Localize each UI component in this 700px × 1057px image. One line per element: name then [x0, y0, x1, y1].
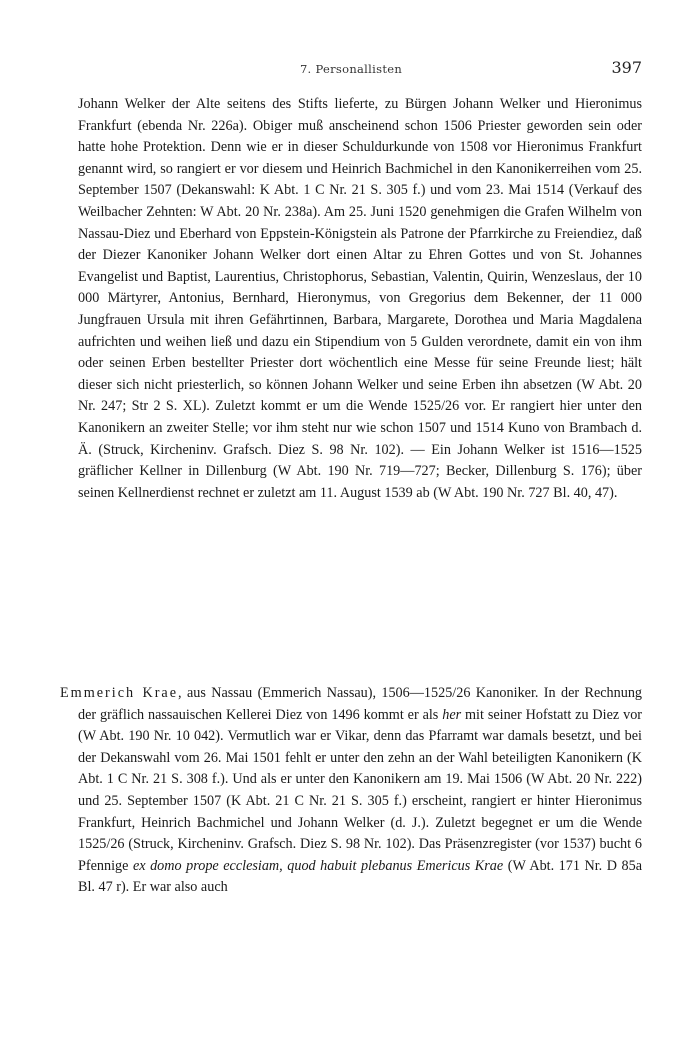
page-header — [60, 58, 642, 82]
running-head: 7. Personallisten — [299, 62, 403, 76]
entry-text-part-2: mit seiner Hofstatt zu Diez vor (W Abt. 190 Nr. 10 042). Vermutlich war er Vikar, denn das Pfarramt war damals besetzt, und bei der Dekanswahl vom 26. Mai 1501 fehlt er unter den zehn an der Wahl beteiligten Kanonikern (K Abt. 1 C Nr. 21 S. 308 f.). Und als er unter den Kanonikern am 19. Mai 1506 (W Abt. 20 Nr. 222) und 25. September 1507 (K Abt. 21 C Nr. 21 S. 305 f.) erscheint, rangiert er hinter Hieronimus Frankfurt, Heinrich Bachmichel und Johann Welker (d. J.). Zuletzt begegnet er um die Wende 1525/26 (Struck, Kircheninv. Grafsch. Diez S. 98 Nr. 102). Das Präsenzregister (vor 1537) bucht 6 Pfennige — [78, 706, 643, 874]
entry-continuation-johann-welker — [78, 94, 642, 504]
entry-italic-quote-2: ex domo prope ecclesiam, quod habuit plebanus Emericus Krae — [132, 857, 504, 874]
page-number: 397 — [611, 58, 642, 77]
entry-head-name: Emmerich Krae — [60, 685, 179, 701]
entry-text: Johann Welker der Alte seitens des Stifts lieferte, zu Bürgen Johann Welker und Hieronimus Frankfurt (ebenda Nr. 226a). Obiger muß anscheinend schon 1506 Priester geworden sein oder hatte hohe Protektion. Denn wie er in dieser Schuldurkunde von 1508 vor Hieronimus Frankfurt genannt wird, so rangiert er vor diesem und Heinrich Bachmichel in den Kanonikerreihen vom 25. September 1507 (Dekanswahl: K Abt. 1 C Nr. 21 S. 305 f.) und vom 23. Mai 1514 (Verkauf des Weilbacher Zehnten: W Abt. 20 Nr. 238a). Am 25. Juni 1520 genehmigen die Grafen Wilhelm von Nassau-Diez und Eberhard von Eppstein-Königstein als Patrone der Pfarrkirche zu Freiendiez, daß der Diezer Kanoniker Johann Welker dort einen Altar zu Ehren Gottes und von St. Johannes Evangelist und Baptist, Laurentius, Christophorus, Sebastian, Valentin, Quirin, Wenzeslaus, der 10 000 Märtyrer, Antonius, Bernhard, Hieronymus, von Gregorius dem Bekenner, der 11 000 Jungfrauen Ursula mit ihren Gefährtinnen, Barbara, Margarete, Dorothea und Maria Magdalena aufrichten und weihen ließ und dazu ein Stipendium von 5 Gulden verordnete, damit ein von ihm oder seinen Erben bestellter Priester dort wöchentlich eine Messe für seine Freunde liest; hält dieser sich nicht priesterlich, so können Johann Welker und seine Erben ihn absetzen (W Abt. 20 Nr. 247; Str 2 S. XL). Zuletzt kommt er um die Wende 1525/26 vor. Er rangiert hier unter den Kanonikern an zweiter Stelle; vor ihm steht nur wie schon 1507 und 1514 Kuno von Brambach d. Ä. (Struck, Kircheninv. Grafsch. Diez S. 98 Nr. 102). — Ein Johann Welker ist 1516—1525 gräflicher Kellner in Dillenburg (W Abt. 190 Nr. 719—727; Becker, Dillenburg S. 176); über seinen Kellnerdienst rechnet er zuletzt am 11. August 1539 ab (W Abt. 190 Nr. 727 Bl. 40, 47). — [78, 96, 642, 501]
entry-paragraph — [60, 683, 642, 899]
entry-italic-quote-1: her — [442, 706, 462, 723]
entry-emmerich-krae — [60, 683, 642, 899]
entry-text-part-3: (W Abt. 171 Nr. D 85a Bl. 47 r). Er war also auch — [78, 857, 642, 896]
entry-text-part-1: , aus Nassau (Emmerich Nassau), 1506—1525/26 Kanoniker. In der Rechnung der gräflich nassauischen Kellerei Diez von 1496 kommt er als — [78, 685, 643, 723]
